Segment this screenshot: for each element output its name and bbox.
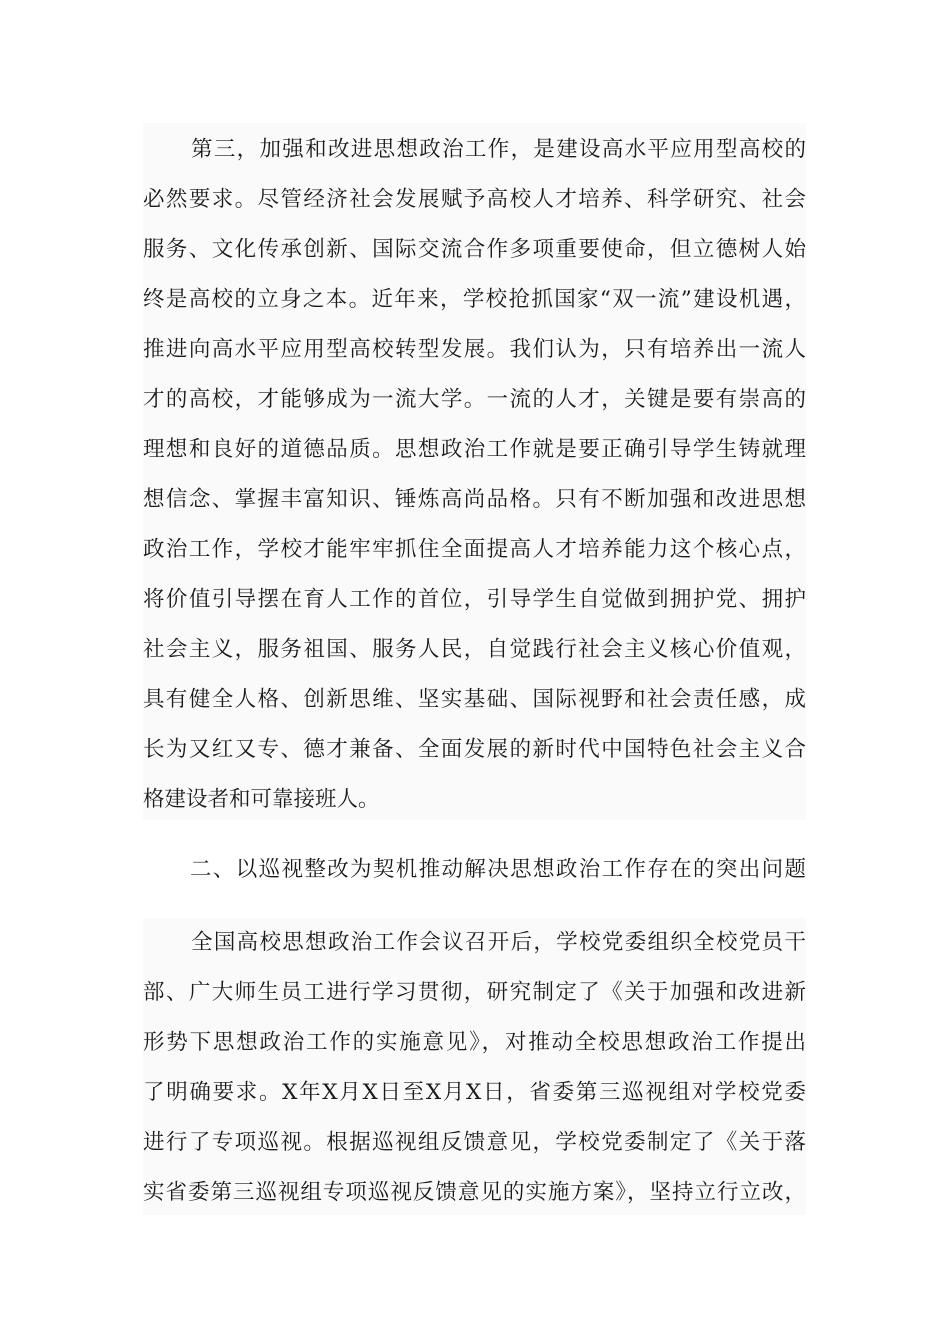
text-line: 理想和良好的道德品质。思想政治工作就是要正确引导学生铸就理: [143, 437, 806, 462]
text-line: 终是高校的立身之本。近年来，学校抢抓国家“双一流”建设机遇，: [143, 287, 806, 312]
text-line: 必然要求。尽管经济社会发展赋予高校人才培养、科学研究、社会: [143, 187, 806, 212]
text-line: 服务、文化传承创新、国际交流合作多项重要使命，但立德树人始: [143, 237, 806, 262]
text-line: 才的高校，才能够成为一流大学。一流的人才，关键是要有崇高的: [143, 387, 806, 412]
text-line: 形势下思想政治工作的实施意见》，对推动全校思想政治工作提出: [143, 1030, 806, 1055]
text-line: 格建设者和可靠接班人。: [143, 787, 380, 812]
paragraph-section-two: [143, 918, 806, 1215]
text-line: 全国高校思想政治工作会议召开后，学校党委组织全校党员干: [191, 930, 806, 955]
text-line: 长为又红又专、德才兼备、全面发展的新时代中国特色社会主义合: [143, 737, 806, 762]
text-line: 进行了专项巡视。根据巡视组反馈意见，学校党委制定了《关于落: [143, 1130, 806, 1155]
text-line: 第三，加强和改进思想政治工作，是建设高水平应用型高校的: [191, 137, 806, 162]
text-line: 部、广大师生员工进行学习贯彻，研究制定了《关于加强和改进新: [143, 980, 806, 1005]
paragraph-section-three: [143, 123, 806, 820]
section-heading: 二、以巡视整改为契机推动解决思想政治工作存在的突出问题: [190, 857, 806, 882]
text-line: 实省委第三巡视组专项巡视反馈意见的实施方案》，坚持立行立改，: [143, 1180, 806, 1205]
text-line: 社会主义，服务祖国、服务人民，自觉践行社会主义核心价值观，: [143, 637, 806, 662]
text-line: 想信念、掌握丰富知识、锤炼高尚品格。只有不断加强和改进思想: [143, 487, 806, 512]
text-line: 具有健全人格、创新思维、坚实基础、国际视野和社会责任感，成: [143, 687, 806, 712]
text-line: 将价值引导摆在育人工作的首位，引导学生自觉做到拥护党、拥护: [143, 587, 806, 612]
text-line: 了明确要求。X年X月X日至X月X日，省委第三巡视组对学校党委: [143, 1080, 806, 1105]
text-line: 推进向高水平应用型高校转型发展。我们认为，只有培养出一流人: [143, 337, 806, 362]
text-line: 政治工作，学校才能牢牢抓住全面提高人才培养能力这个核心点，: [143, 537, 806, 562]
